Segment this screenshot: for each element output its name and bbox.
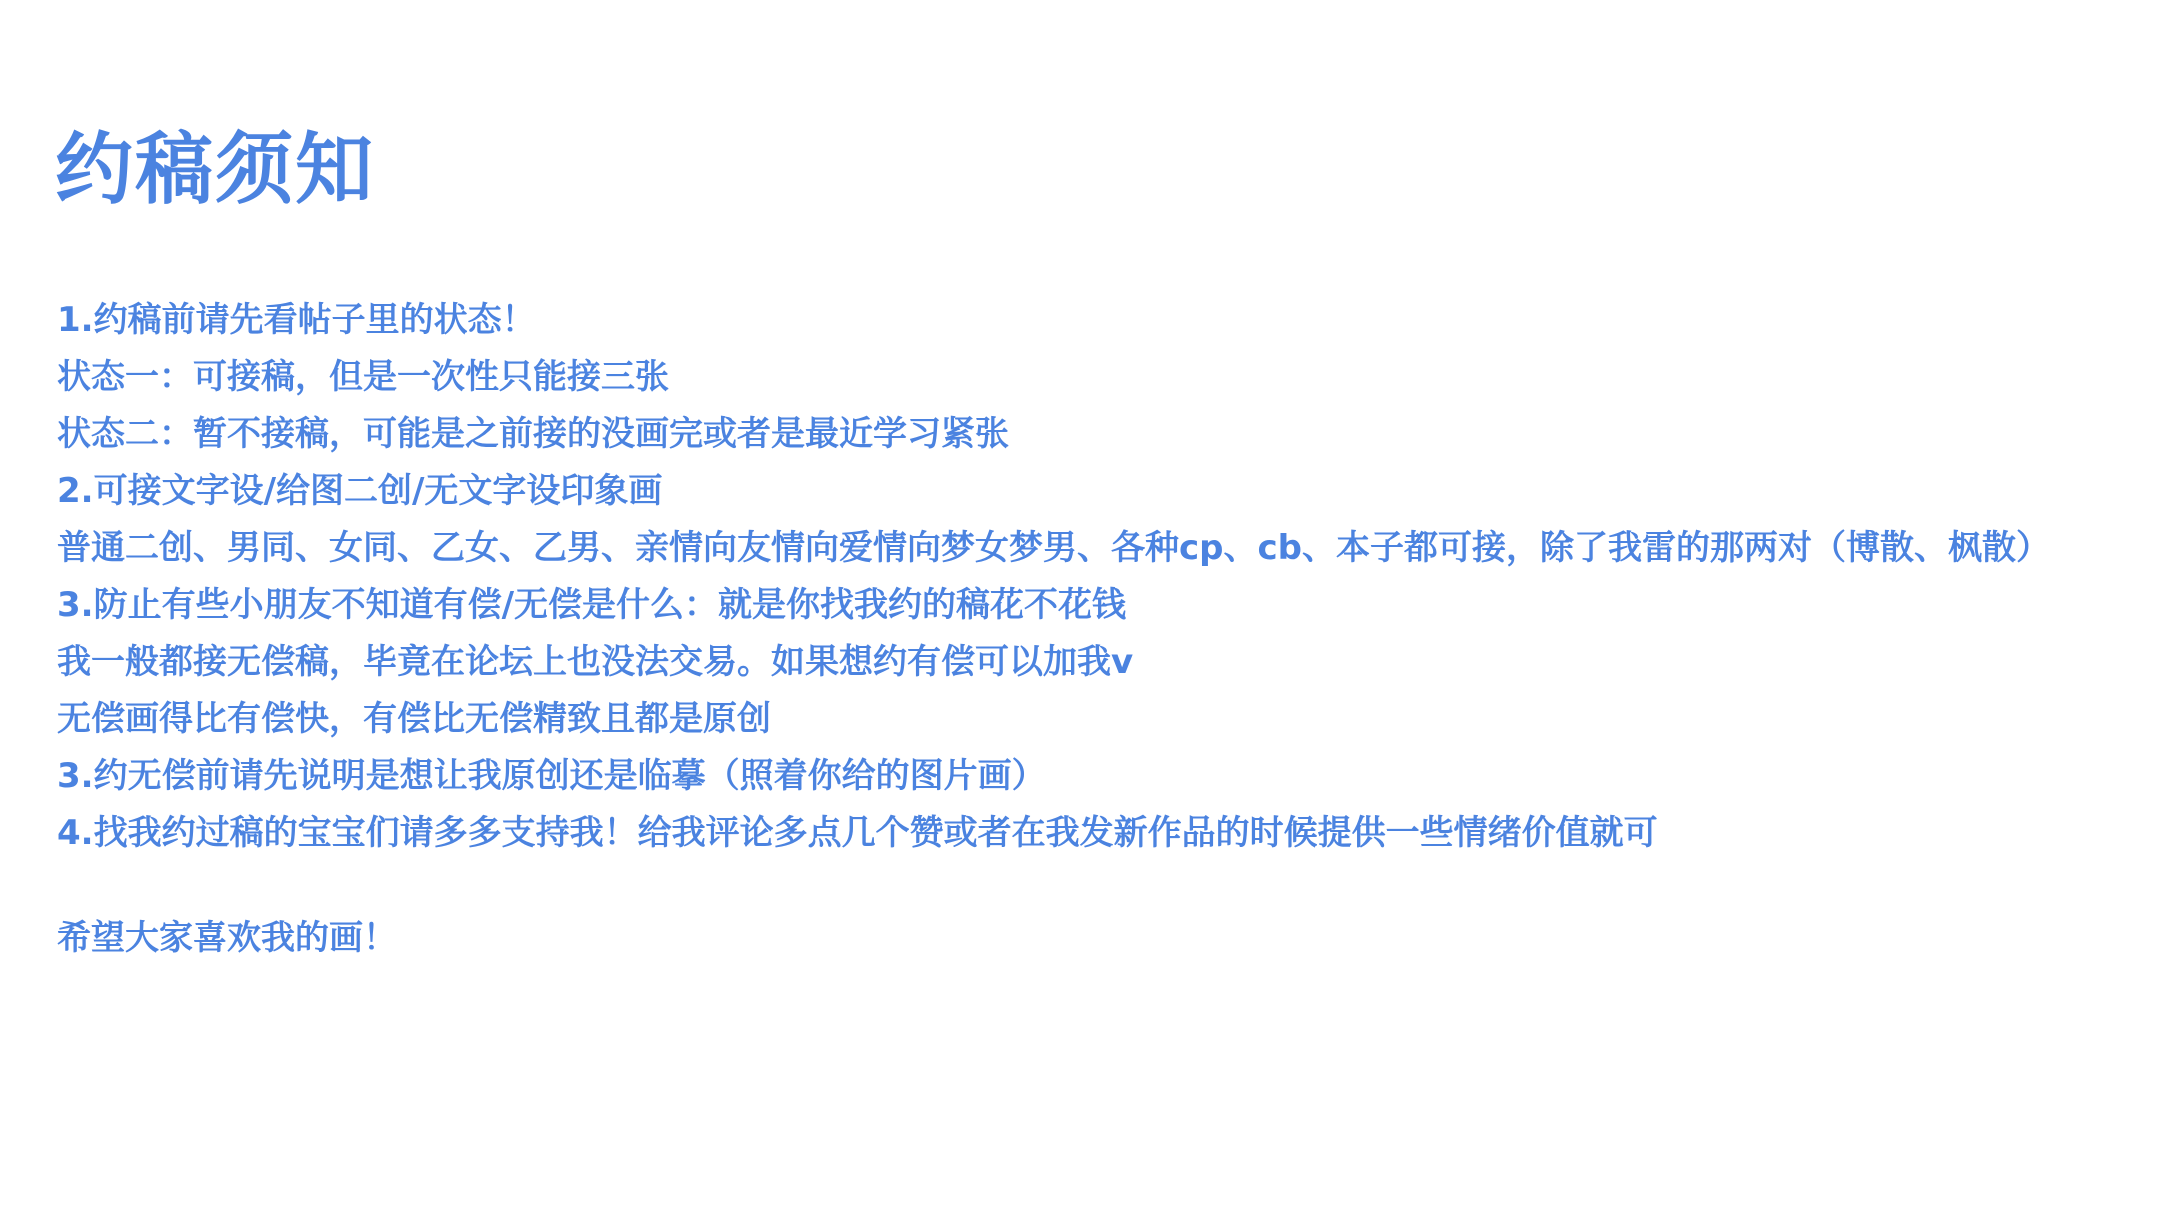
notice-line-text: 无偿画得比有偿快，有偿比无偿精致且都是原创 xyxy=(57,699,771,739)
notice-line xyxy=(57,406,2132,463)
notice-line-text: 约无偿前请先说明是想让我原创还是临摹（照着你给的图片画） xyxy=(93,756,1046,796)
notice-line xyxy=(57,577,2132,634)
notice-line-text: 状态一：可接稿，但是一次性只能接三张 xyxy=(57,357,669,397)
notice-line-text: 找我约过稿的宝宝们请多多支持我！给我评论多点几个赞或者在我发新作品的时候提供一些情绪价值就可 xyxy=(93,813,1658,853)
notice-line-number: 3. xyxy=(57,585,94,625)
notice-line-text: 可接文字设/给图二创/无文字设印象画 xyxy=(93,471,663,511)
paragraph-spacer xyxy=(57,862,2132,910)
notice-line xyxy=(57,805,2132,862)
notice-line-text: 状态二：暂不接稿，可能是之前接的没画完或者是最近学习紧张 xyxy=(57,414,1009,454)
notice-line-number: 3. xyxy=(57,756,94,796)
notice-line xyxy=(57,349,2132,406)
notice-line xyxy=(57,634,2132,691)
notice-line xyxy=(57,463,2132,520)
notice-body xyxy=(57,292,2132,967)
notice-line-text: 约稿前请先看帖子里的状态！ xyxy=(93,300,536,340)
notice-line xyxy=(57,748,2132,805)
notice-line-number: 1. xyxy=(57,300,94,340)
notice-line-text: 普通二创、男同、女同、乙女、乙男、亲情向友情向爱情向梦女梦男、各种cp、cb、本子都可接，除了我雷的那两对（博散、枫散） xyxy=(57,528,2050,568)
notice-line-number: 2. xyxy=(57,471,94,511)
notice-line xyxy=(57,292,2132,349)
notice-line xyxy=(57,691,2132,748)
closing-line: 希望大家喜欢我的画！ xyxy=(57,918,397,958)
notice-line-number: 4. xyxy=(57,813,94,853)
page-title: 约稿须知 xyxy=(55,125,376,216)
notice-line xyxy=(57,520,2132,577)
notice-line-text: 我一般都接无偿稿，毕竟在论坛上也没法交易。如果想约有偿可以加我v xyxy=(57,642,1134,682)
notice-line-text: 防止有些小朋友不知道有偿/无偿是什么：就是你找我约的稿花不花钱 xyxy=(93,585,1126,625)
